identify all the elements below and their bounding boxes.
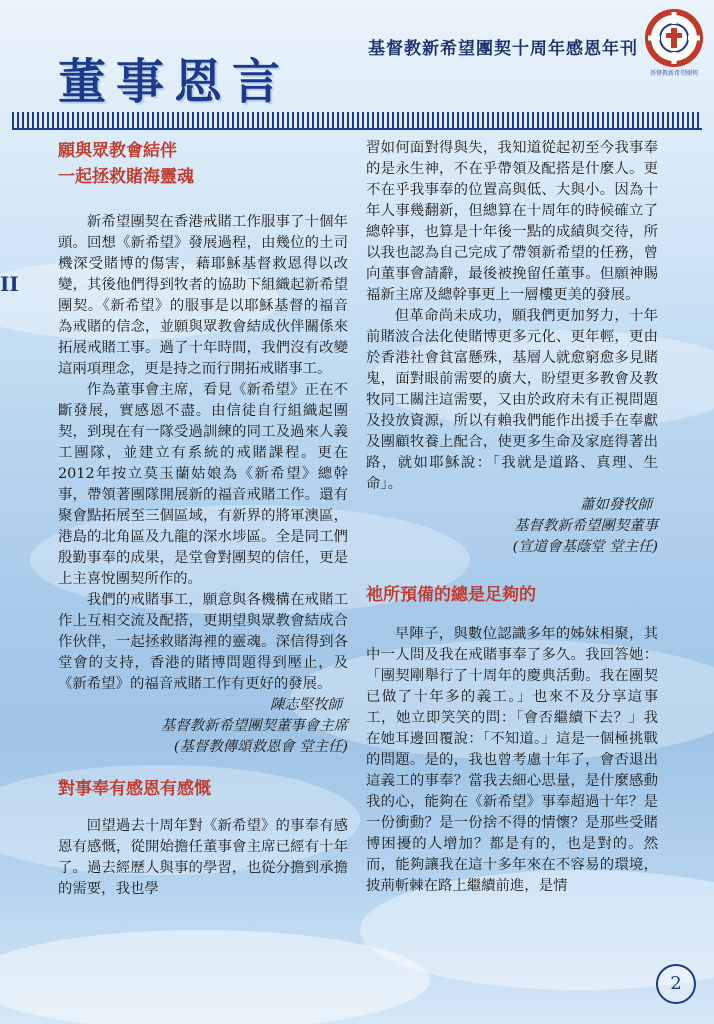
paragraph: 但革命尚未成功，願我們更加努力，十年前賭波合法化使賭博更多元化、更年輕，更由於香港社會貧富懸殊，基層人就愈窮愈多見賭鬼，面對眼前需要的廣大，盼望更多教會及教牧同工關注這需要，又由於政府未有正視問題及投放資源，所以有賴我們能作出援手在奉獻及團顧牧養上配合，使更多生命及家庭得著出路，就如耶穌說：「我就是道路、真理、生命」。 bbox=[366, 308, 658, 492]
section-title-1b: 一起拯救賭海靈魂 bbox=[58, 167, 194, 187]
paragraph: 作為董事會主席，看見《新希望》正在不斷發展，實感恩不盡。由信徒自行組織起團契，到現在有一隊受過訓練的同工及過來人義工團隊，並建立有系統的戒賭課程。更在2012年按立莫玉蘭姑娘為《新希望》總幹事，帶領著團隊開展新的福音戒賭工作。還有聚會點拓展至三個區域，有新界的將軍澳區，港島的北角區及九龍的深水埗區。全是同工們殷勤事奉的成果，是堂會對團契的信任，更是上主喜悅團契所作的。 bbox=[58, 382, 348, 587]
paragraph: 習如何面對得與失，我知道從起初至今我事奉的是永生神，不在乎帶領及配搭是什麼人。更不在乎我事奉的位置高與低、大與小。因為十年人事幾翻新，但總算在十周年的時候確立了總幹事，也算是十年後一點的成績與交待，所以我也認為自己完成了帶領新希望的任務，曾向董事會請辭，最後被挽留任董事。但願神賜福新主席及總幹事更上一層樓更美的發展。 bbox=[366, 140, 658, 303]
section-title-1a: 願與眾教會結伴 bbox=[58, 141, 177, 161]
journal-title: 基督教新希望團契十周年感恩年刊 bbox=[368, 39, 638, 59]
section-title-2: 對事奉有感恩有感慨 bbox=[58, 779, 211, 799]
section-title-3: 祂所預備的總是足夠的 bbox=[366, 585, 536, 605]
signature-name: 蕭如發牧師 bbox=[580, 497, 652, 513]
logo-caption: 基督教新希望團契 bbox=[649, 70, 698, 77]
signature-org: (基督教傳頌救恩會 堂主任) bbox=[173, 739, 348, 755]
lifebuoy-cross-icon bbox=[644, 8, 704, 68]
title-divider bbox=[12, 112, 702, 130]
spacer bbox=[58, 190, 348, 212]
signature-role: 基督教新希望團契董事 bbox=[514, 518, 658, 534]
right-column bbox=[366, 138, 658, 897]
signature-name: 陳志堅牧師 bbox=[270, 697, 342, 713]
signature-role: 基督教新希望團契董事會主席 bbox=[160, 718, 348, 734]
paragraph: 回望過去十周年對《新希望》的事奉有感恩有感慨，從開始擔任董事會主席已經有十年了。過去經歷人與事的學習，也從分擔到承擔的需要，我也學 bbox=[58, 818, 348, 897]
spacer bbox=[366, 558, 658, 582]
paragraph: 我們的戒賭事工，願意與各機構在戒賭工作上互相交流及配搭，更期望與眾教會結成合作伙伴，一起拯救賭海裡的靈魂。深信得到各堂會的支持，香港的賭博問題得到壓止，及《新希望》的福音戒賭工作有更好的發展。 bbox=[58, 592, 348, 692]
fellowship-logo bbox=[644, 8, 704, 78]
paragraph: 早陣子，與數位認識多年的姊妹相聚，其中一人問及我在戒賭事奉了多久。我回答她：「團契剛舉行了十周年的慶典活動。我在團契已做了十年多的義工。」也來不及分享這事工，她立即笑笑的問：「會否繼續下去？」我在她耳邊回覆說：「不知道。」這是一個極挑戰的問題。是的，我也曾考慮十年了，會否退出這義工的事奉？當我去細心思量，是什麼感動我的心，能夠在《新希望》事奉超過十年？是一份衝動？是一份捨不得的情懷？是那些受賭博困擾的人增加？都是有的，也是對的。然而，能夠讓我在這十多年來在不容易的環境，披荊斬棘在路上繼續前進，是情 bbox=[366, 626, 658, 894]
spacer bbox=[58, 802, 348, 816]
spacer bbox=[58, 758, 348, 776]
signature-org: (宣道會基蔭堂 堂主任) bbox=[512, 539, 658, 555]
spacer bbox=[366, 608, 658, 624]
paragraph: 新希望團契在香港戒賭工作服事了十個年頭。回想《新希望》發展過程，由幾位的土司機深受賭博的傷害，藉耶穌基督救恩得以改變，其後他們得到牧者的協助下組織起新希望團契。《新希望》的服事是以耶穌基督的福音為戒賭的信念，並願與眾教會結成伙伴關係來拓展戒賭工事。過了十年時間，我們沒有改變這兩項理念，更是持之而行開拓戒賭事工。 bbox=[58, 214, 348, 377]
page-title: 董事恩言 bbox=[58, 54, 291, 110]
side-mark: II bbox=[0, 272, 19, 296]
page-number: 2 bbox=[656, 964, 696, 1004]
left-column bbox=[58, 138, 348, 900]
